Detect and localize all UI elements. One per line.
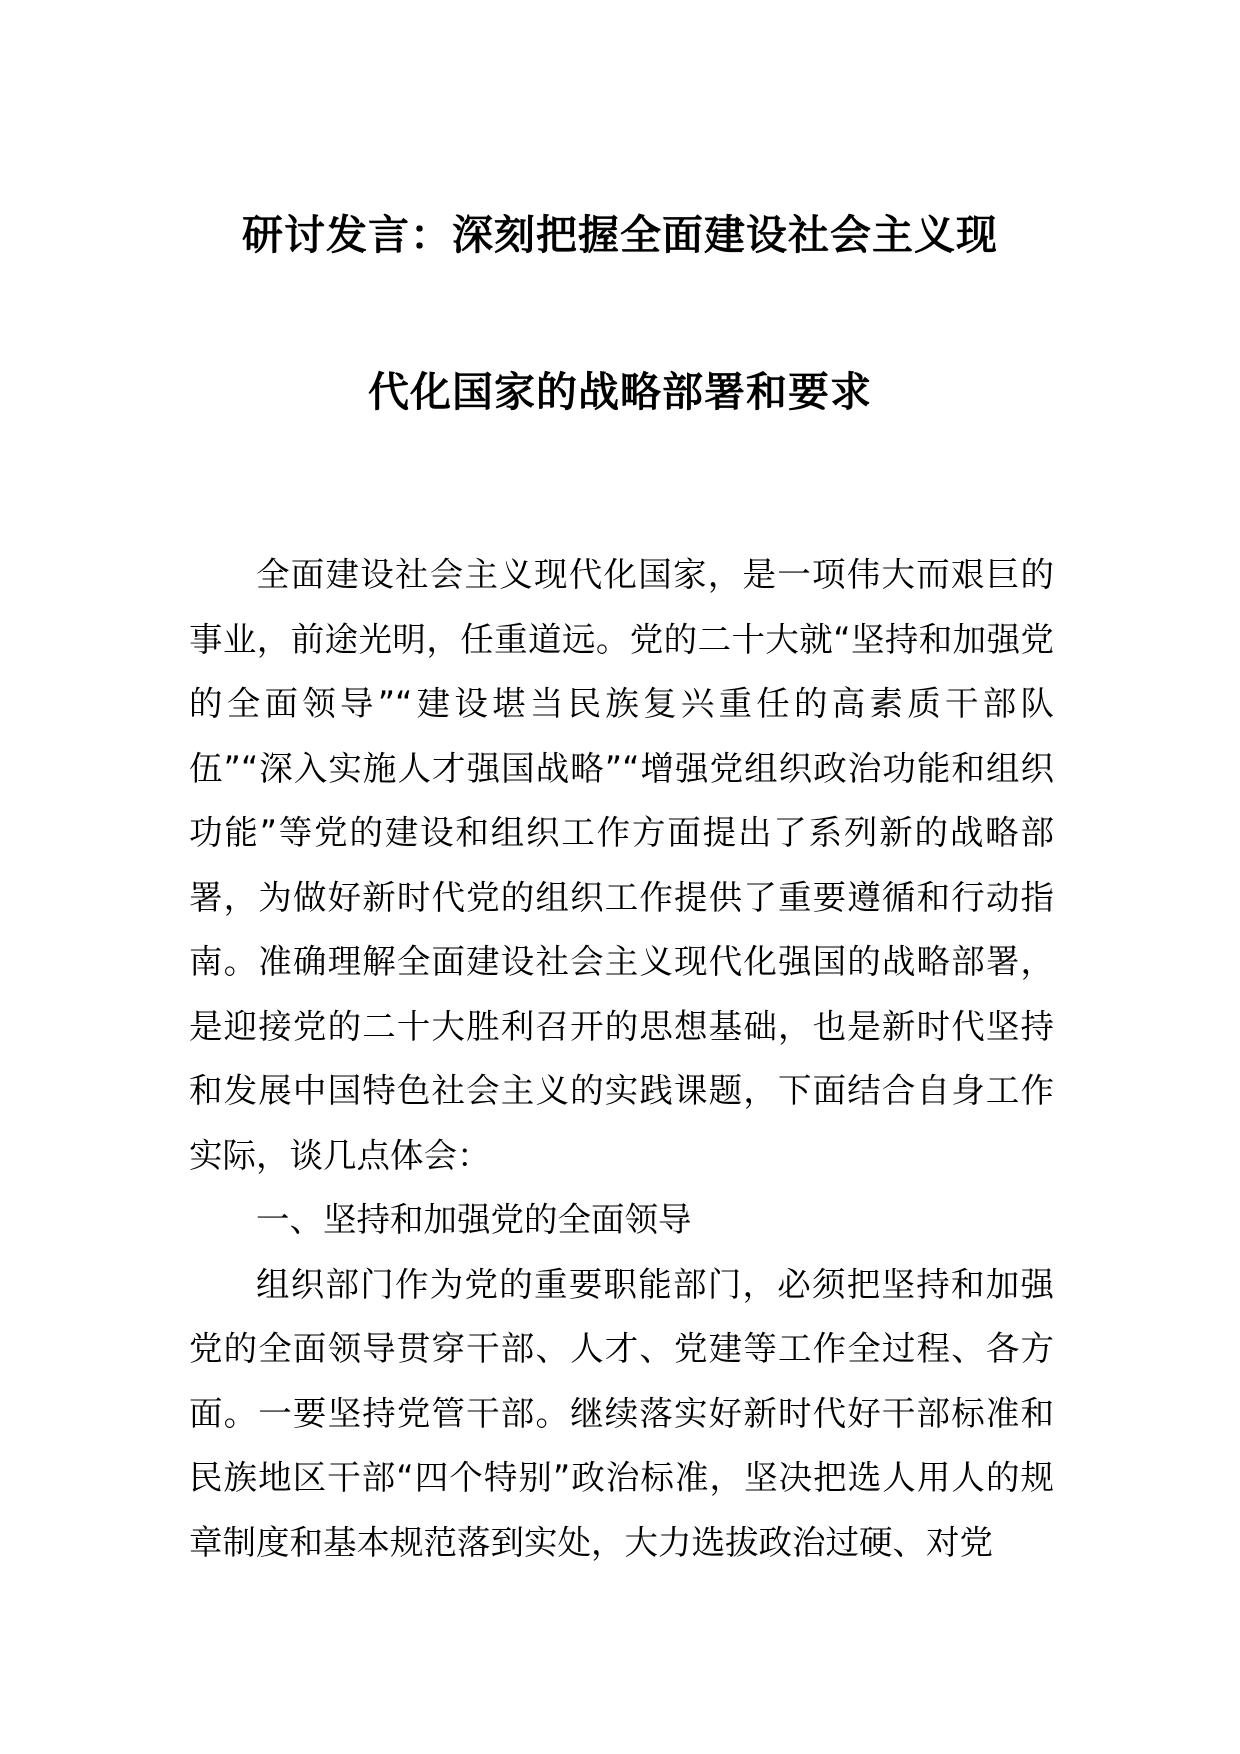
document-title-line-2: 代化国家的战略部署和要求 <box>368 368 872 416</box>
document-title-line-1: 研讨发言：深刻把握全面建设社会主义现 <box>242 211 998 259</box>
paragraph-section-1: 组织部门作为党的重要职能部门，必须把坚持和加强党的全面领导贯穿干部、人才、党建等工作全过程、各方面。一要坚持党管干部。继续落实好新时代好干部标准和民族地区干部“四个特别”政治标准，坚决把选人用人的规章制度和基本规范落到实处，大力选拔政治过硬、对党 <box>189 1264 1054 1562</box>
paragraph-intro: 全面建设社会主义现代化国家，是一项伟大而艰巨的事业，前途光明，任重道远。党的二十大就“坚持和加强党的全面领导”“建设堪当民族复兴重任的高素质干部队伍”“深入实施人才强国战略”“增强党组织政治功能和组织功能”等党的建设和组织工作方面提出了系列新的战略部署，为做好新时代党的组织工作提供了重要遵循和行动指南。准确理解全面建设社会主义现代化强国的战略部署，是迎接党的二十大胜利召开的思想基础，也是新时代坚持和发展中国特色社会主义的实践课题，下面结合自身工作实际，谈几点体会： <box>189 555 1054 1175</box>
document-body <box>189 543 1054 1575</box>
section-heading-1: 一、坚持和加强党的全面领导 <box>256 1200 692 1239</box>
